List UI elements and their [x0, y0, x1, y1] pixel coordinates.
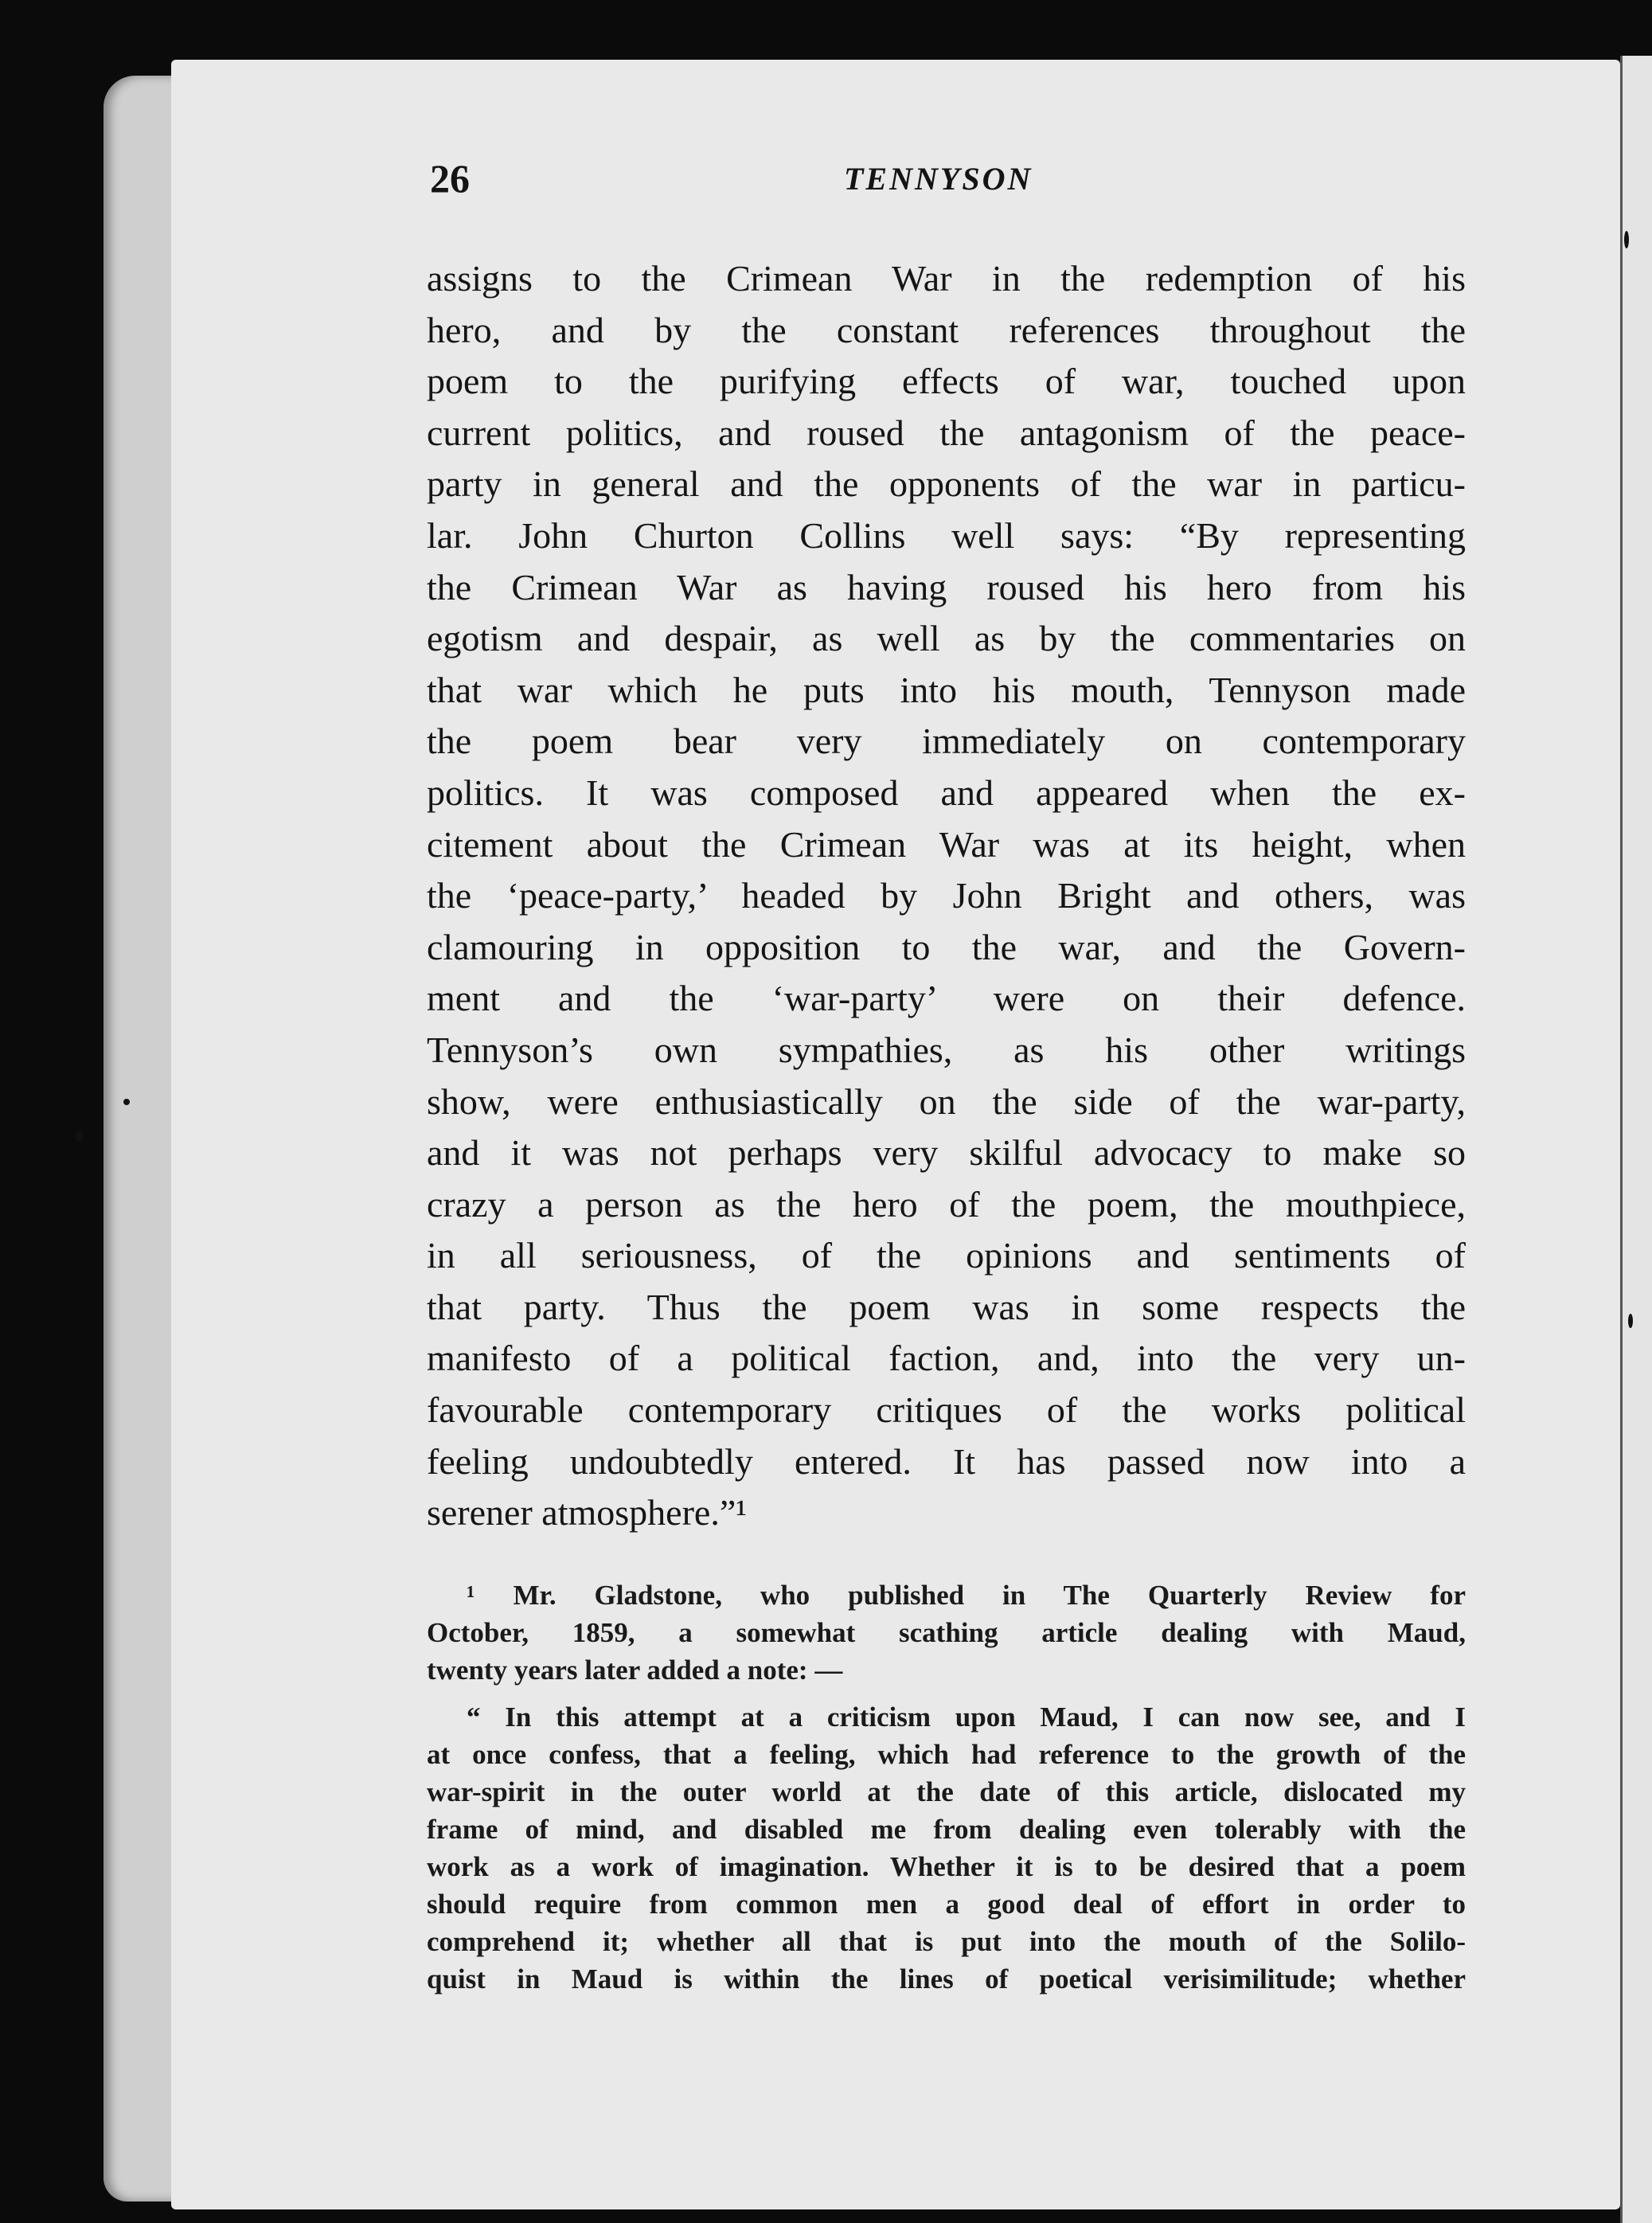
body-line: politics. It was composed and appeared when the ex- — [427, 772, 1466, 813]
speck — [1624, 231, 1629, 248]
page-number: 26 — [430, 156, 470, 201]
footnote-quote-line: at once confess, that a feeling, which had reference to the growth of the — [427, 1739, 1466, 1770]
body-line: manifesto of a political faction, and, into the very un- — [427, 1338, 1466, 1379]
body-line: party in general and the opponents of the war in particu- — [427, 463, 1466, 505]
body-line: feeling undoubtedly entered. It has passed now into a — [427, 1440, 1466, 1482]
body-line: poem to the purifying effects of war, touched upon — [427, 361, 1466, 402]
speck — [76, 1131, 84, 1142]
footnote-quote-line: quist in Maud is within the lines of poetical verisimilitude; whether — [427, 1963, 1466, 1994]
body-line: egotism and despair, as well as by the commentaries on — [427, 618, 1466, 659]
footnote-quote-line: comprehend it; whether all that is put into the mouth of the Solilo- — [427, 1926, 1466, 1957]
footnote-quote-line: frame of mind, and disabled me from dealing even tolerably with the — [427, 1814, 1466, 1845]
footnote-line: October, 1859, a somewhat scathing article dealing with Maud, — [427, 1617, 1466, 1648]
body-text — [427, 253, 1466, 1539]
body-line: in all seriousness, of the opinions and sentiments of — [427, 1235, 1466, 1276]
footnote-quote-line: work as a work of imagination. Whether it is to be desired that a poem — [427, 1851, 1466, 1882]
body-line: ment and the ‘war-party’ were on their defence. — [427, 978, 1466, 1019]
body-line: the ‘peace-party,’ headed by John Bright and others, was — [427, 875, 1466, 916]
footnote-quote-line: should require from common men a good deal of effort in order to — [427, 1889, 1466, 1920]
footnote-line: twenty years later added a note: — — [427, 1655, 843, 1686]
body-line: the poem bear very immediately on contemporary — [427, 721, 1466, 762]
footnote-line: ¹ Mr. Gladstone, who published in The Quarterly Review for — [467, 1580, 1466, 1611]
body-line: lar. John Churton Collins well says: “By representing — [427, 514, 1466, 556]
body-line: Tennyson’s own sympathies, as his other writings — [427, 1029, 1466, 1070]
body-line: the Crimean War as having roused his hero from his — [427, 566, 1466, 608]
body-line: assigns to the Crimean War in the redemption of his — [427, 258, 1466, 299]
body-line: favourable contemporary critiques of the works political — [427, 1389, 1466, 1431]
footnote-quote-line: war-spirit in the outer world at the date of this article, dislocated my — [427, 1776, 1466, 1807]
speck — [123, 1099, 130, 1105]
footnotes — [427, 1576, 1466, 1998]
footnote-gap — [427, 1689, 1466, 1698]
body-line: current politics, and roused the antagonism of the peace- — [427, 412, 1466, 453]
body-line: citement about the Crimean War was at its height, when — [427, 823, 1466, 865]
body-line: show, were enthusiastically on the side of the war-party, — [427, 1080, 1466, 1122]
body-line: serener atmosphere.”¹ — [427, 1492, 748, 1533]
body-line: and it was not perhaps very skilful advocacy to make so — [427, 1132, 1466, 1174]
speck — [1628, 1314, 1633, 1328]
footnote-quote-line: “ In this attempt at a criticism upon Maud, I can now see, and I — [467, 1701, 1466, 1733]
facing-page-edge — [1620, 56, 1652, 2223]
running-title: TENNYSON — [844, 161, 1033, 197]
body-line: hero, and by the constant references throughout the — [427, 309, 1466, 350]
body-line: crazy a person as the hero of the poem, the mouthpiece, — [427, 1183, 1466, 1225]
body-line: clamouring in opposition to the war, and the Govern- — [427, 926, 1466, 967]
body-line: that party. Thus the poem was in some respects the — [427, 1286, 1466, 1327]
body-line: that war which he puts into his mouth, Tennyson made — [427, 669, 1466, 710]
running-head — [430, 155, 1465, 203]
